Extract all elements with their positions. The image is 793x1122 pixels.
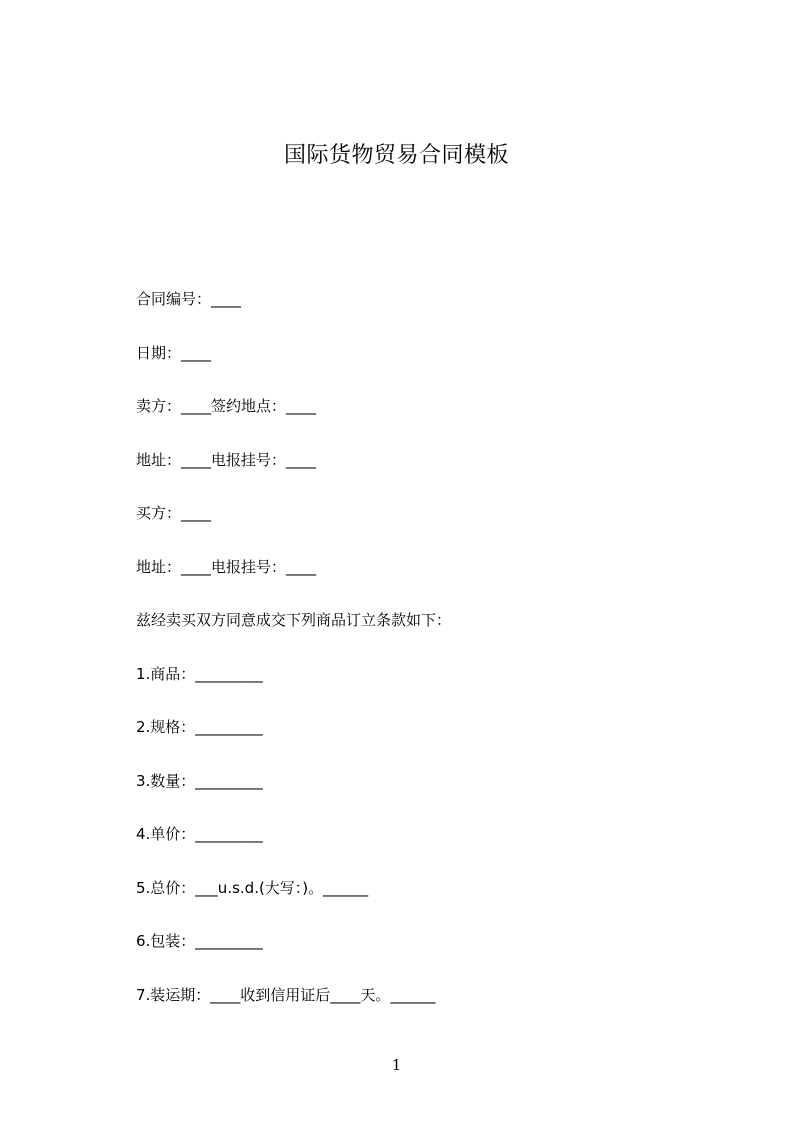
clause-commodity: 1.商品：_________ (136, 664, 263, 683)
clause-unit-price: 4.单价：_________ (136, 825, 263, 843)
clause-quantity: 3.数量：_________ (136, 771, 263, 790)
buyer-address-line: 地址：____电报挂号：____ (136, 557, 317, 576)
date-line: 日期：____ (136, 343, 212, 362)
document-title: 国际货物贸易合同模板 (283, 143, 509, 168)
clause-total-price: 5.总价：___u.s.d.(大写：)。______ (136, 878, 369, 897)
page-number: 1 (391, 1056, 402, 1074)
seller-line: 卖方：____签约地点：____ (136, 397, 317, 415)
clause-specification: 2.规格：_________ (136, 718, 263, 736)
contract-body (136, 289, 696, 1038)
buyer-line: 买方：____ (136, 504, 212, 522)
seller-address-line: 地址：____电报挂号：____ (136, 450, 317, 469)
clause-shipment: 7.装运期：____收到信用证后____天。______ (136, 985, 436, 1004)
agreement-intro-line: 兹经卖买双方同意成交下列商品订立条款如下： (136, 611, 452, 629)
contract-number-line: 合同编号：____ (136, 290, 242, 308)
clause-packing: 6.包装：_________ (136, 932, 263, 950)
